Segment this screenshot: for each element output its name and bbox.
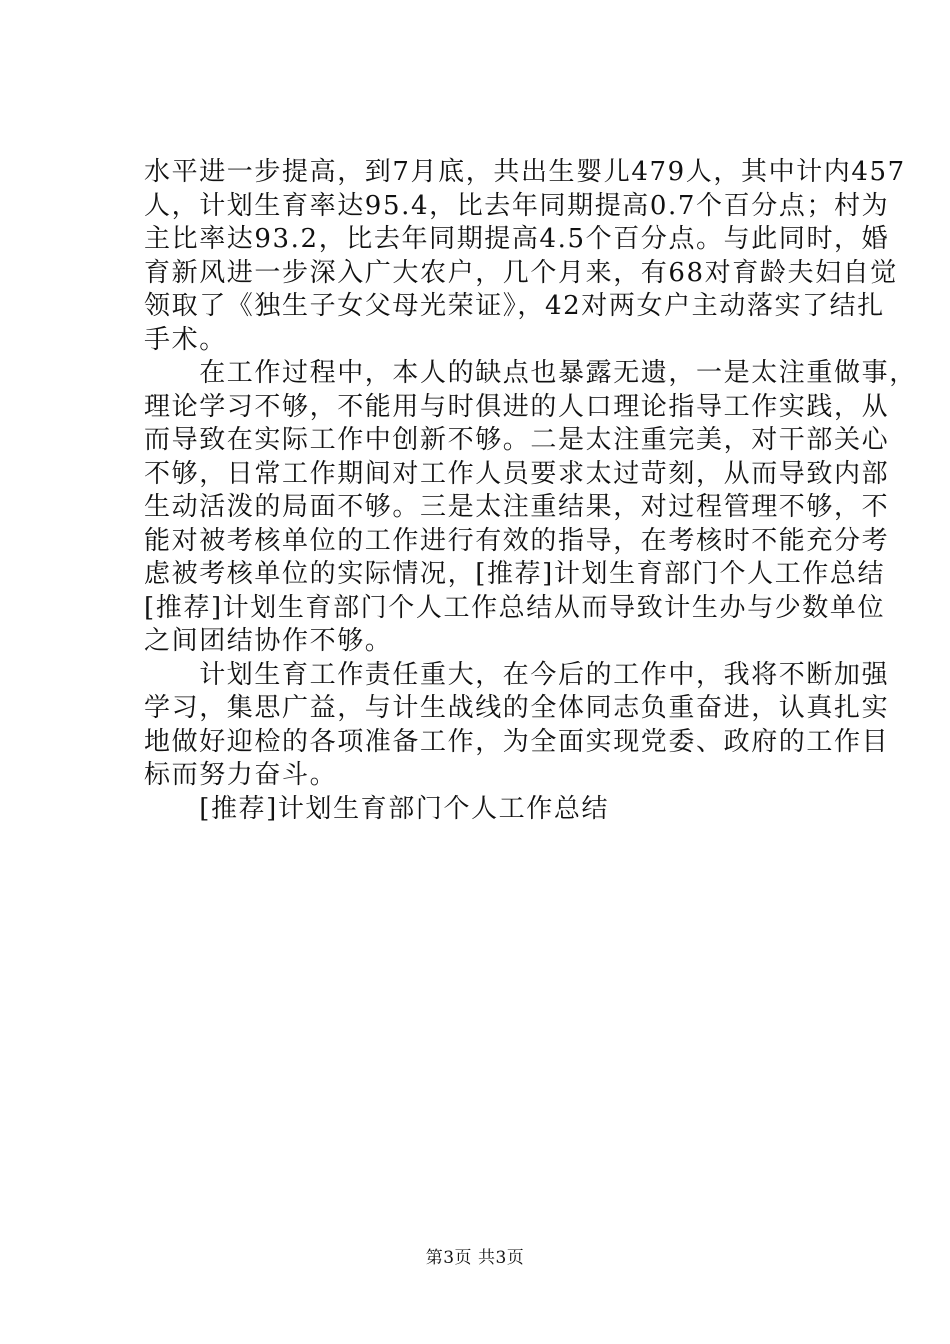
text-line: 理论学习不够，不能用与时俱进的人口理论指导工作实践，从: [144, 391, 890, 422]
text-line: 学习，集思广益，与计生战线的全体同志负重奋进，认真扎实: [144, 693, 890, 723]
page-number-footer: 第3页 共3页: [425, 1248, 525, 1268]
text-line: 虑被考核单位的实际情况，[推荐]计划生育部门个人工作总结: [144, 559, 886, 589]
text-line: 水平进一步提高，到7月底，共出生婴儿479人，其中计内457: [144, 157, 906, 187]
text-line: 地做好迎检的各项准备工作，为全面实现党委、政府的工作目: [144, 726, 890, 757]
text-line: 在工作过程中，本人的缺点也暴露无遗，一是太注重做事，: [144, 358, 917, 388]
text-line: [推荐]计划生育部门个人工作总结: [144, 793, 610, 824]
text-line: 计划生育工作责任重大，在今后的工作中，我将不断加强: [144, 659, 890, 690]
text-line: 主比率达93.2，比去年同期提高4.5个百分点。与此同时，婚: [144, 224, 890, 254]
text-line: 生动活泼的局面不够。三是太注重结果，对过程管理不够，不: [144, 492, 890, 522]
text-line: 育新风进一步深入广大农户，几个月来，有68对育龄夫妇自觉: [144, 257, 898, 288]
text-line: [推荐]计划生育部门个人工作总结从而导致计生办与少数单位: [144, 592, 886, 623]
document-body: [144, 156, 917, 826]
text-line: 能对被考核单位的工作进行有效的指导，在考核时不能充分考: [144, 525, 890, 556]
text-line: 人，计划生育率达95.4，比去年同期提高0.7个百分点；村为: [144, 190, 890, 221]
text-line: 标而努力奋斗。: [144, 760, 338, 790]
text-line: 领取了《独生子女父母光荣证》，42对两女户主动落实了结扎: [144, 291, 885, 321]
text-line: 之间团结协作不够。: [144, 626, 393, 656]
text-line: 而导致在实际工作中创新不够。二是太注重完美，对干部关心: [144, 425, 890, 455]
text-line: 不够，日常工作期间对工作人员要求太过苛刻，从而导致内部: [144, 458, 890, 489]
text-line: 手术。: [144, 324, 227, 355]
